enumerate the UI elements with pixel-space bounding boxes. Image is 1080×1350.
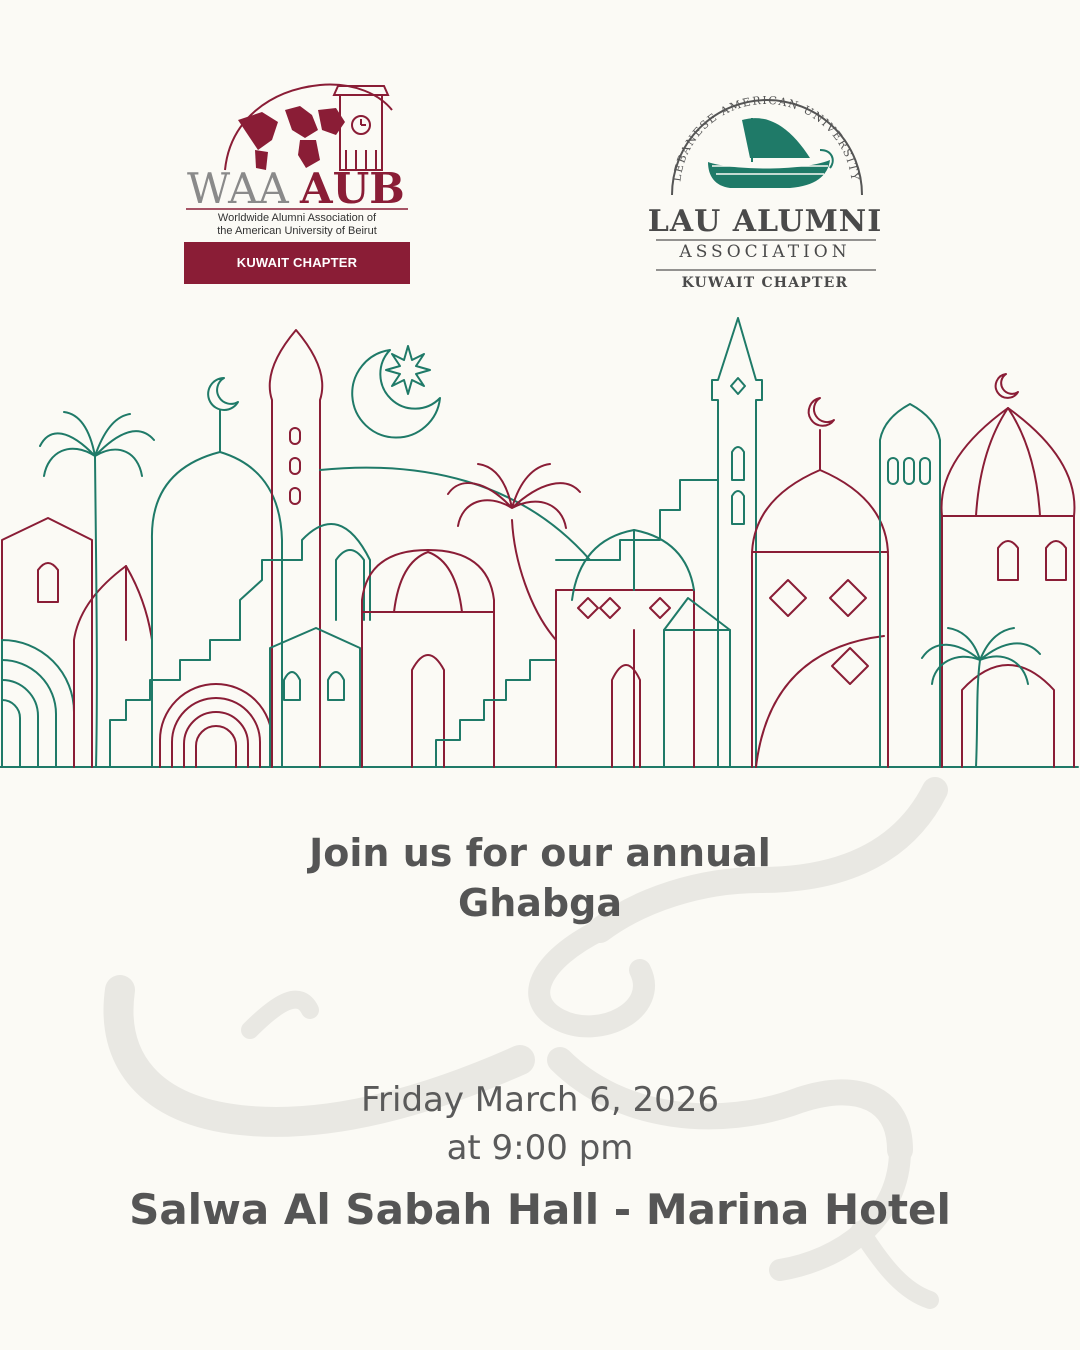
event-time: at 9:00 pm <box>446 1128 634 1168</box>
waaaub-description: Worldwide Alumni Association of the American University of Beirut <box>217 212 377 237</box>
lau-name: LAU ALUMNI <box>647 204 883 239</box>
event-datetime <box>140 1076 940 1172</box>
aub-wordmark: AUB <box>300 164 405 213</box>
event-venue: Salwa Al Sabah Hall - Marina Hotel <box>129 1185 951 1234</box>
event-date: Friday March 6, 2026 <box>360 1080 720 1120</box>
event-headline <box>140 828 940 928</box>
headline-line1: Join us for our annual <box>309 831 771 875</box>
lau-chapter: KUWAIT CHAPTER <box>681 275 849 291</box>
lau-association: ASSOCIATION <box>679 242 851 262</box>
lau-arc-text: LEBANESE AMERICAN UNIVERSITY <box>670 93 862 183</box>
headline-line2: Ghabga <box>458 881 622 925</box>
waaaub-chapter-label: KUWAIT CHAPTER <box>184 242 410 284</box>
waa-wordmark: WAA <box>187 164 289 213</box>
